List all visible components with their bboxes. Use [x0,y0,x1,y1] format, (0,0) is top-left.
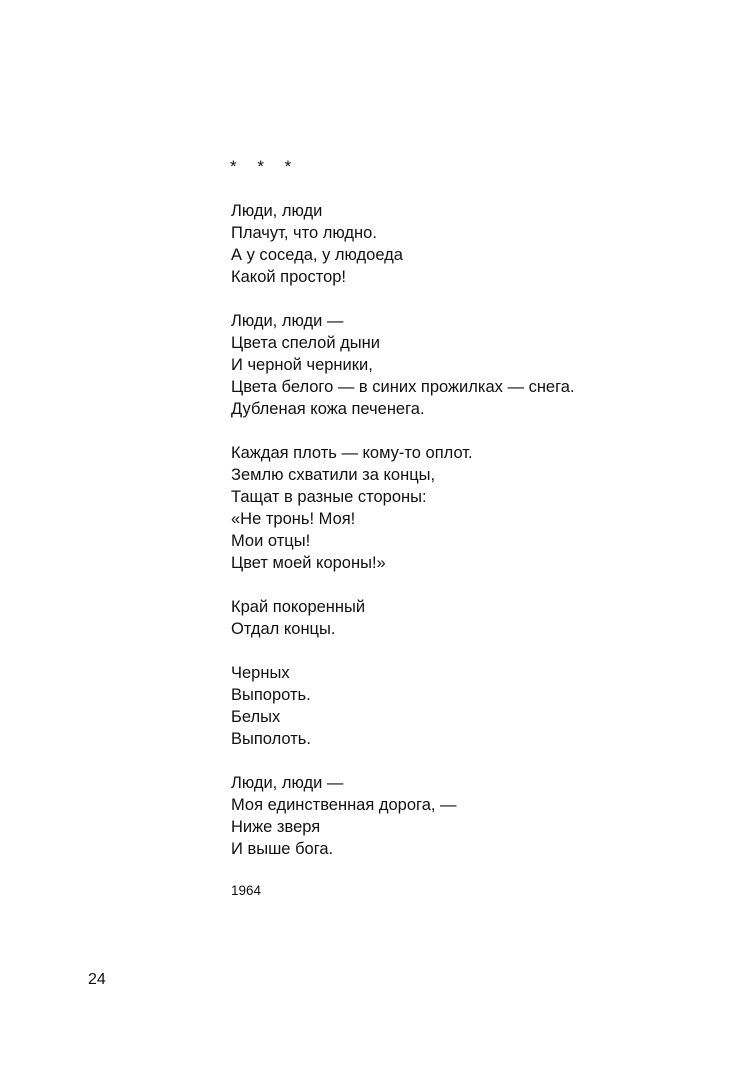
poem-line: Мои отцы! [231,532,311,550]
poem-line: Черных [231,664,290,682]
poem-line: Ниже зверя [231,818,321,836]
poem-line: Какой простор! [231,268,347,286]
stanza-5 [231,662,691,750]
poem-line: Тащат в разные стороны: [231,488,427,506]
stanza-6 [231,772,691,860]
section-separator: * * * [230,157,300,176]
poem-line: Плачут, что людно. [231,224,377,242]
page-number: 24 [88,971,106,988]
poem-year: 1964 [231,883,262,898]
poem-line: Люди, люди — [231,312,344,330]
poem-line: А у соседа, у людоеда [231,246,403,264]
stanza-2 [231,310,691,420]
poem-line: Люди, люди [231,202,323,220]
poem-line: Край покоренный [231,598,366,616]
poem-line: Цвета спелой дыни [231,334,380,352]
poem-line: Землю схватили за концы, [231,466,436,484]
stanza-3 [231,442,691,574]
poem-line: И черной черники, [231,356,373,374]
poem-line: Цвет моей короны!» [231,554,386,572]
poem-body [231,200,691,882]
poem-line: Белых [231,708,281,726]
poem-line: Выпороть. [231,686,311,704]
poem-line: Каждая плоть — кому-то оплот. [231,444,473,462]
poem-line: Моя единственная дорога, — [231,796,457,814]
poem-line: Люди, люди — [231,774,344,792]
poem-line: Дубленая кожа печенега. [231,400,425,418]
poem-line: Отдал концы. [231,620,336,638]
poem-line: И выше бога. [231,840,334,858]
poem-line: Цвета белого — в синих прожилках — снега. [231,378,575,396]
poem-line: Выполоть. [231,730,311,748]
stanza-4 [231,596,691,640]
stanza-1 [231,200,691,288]
poem-line: «Не тронь! Моя! [231,510,356,528]
